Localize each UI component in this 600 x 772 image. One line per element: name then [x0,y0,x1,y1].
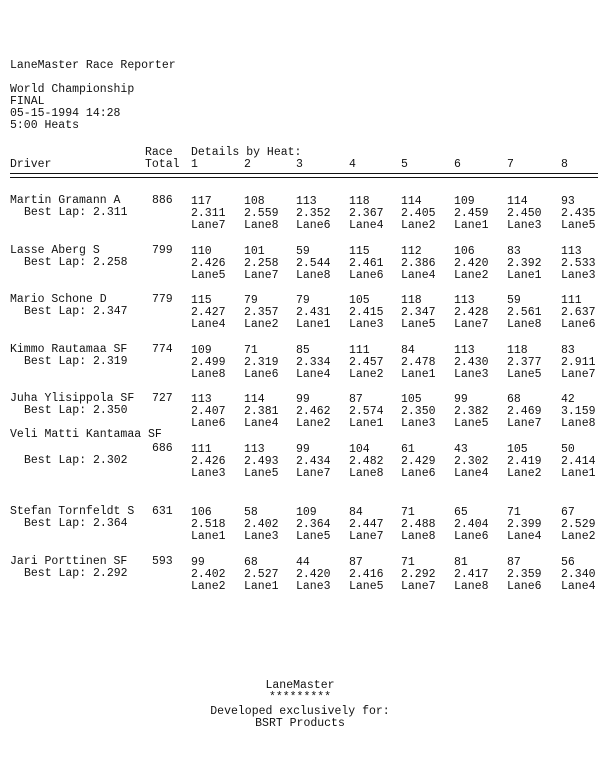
heat-lane: Lane1 [454,219,489,232]
heat-header-3: 3 [296,158,303,171]
heat-laps: 83 [507,245,521,258]
heat-time: 2.402 [244,518,279,531]
heat-lane: Lane4 [454,467,489,480]
heat-laps: 111 [349,344,370,357]
heat-header-4: 4 [349,158,356,171]
heat-time: 2.414 [561,455,596,468]
heat-lane: Lane2 [561,530,596,543]
heat-header-1: 1 [191,158,198,171]
heat-laps: 93 [561,195,575,208]
heat-time: 2.447 [349,518,384,531]
heat-time: 2.417 [454,568,489,581]
heat-time: 2.561 [507,306,542,319]
heat-laps: 115 [349,245,370,258]
heat-time: 2.574 [349,405,384,418]
heat-lane: Lane1 [561,467,596,480]
heat-lane: Lane8 [401,530,436,543]
heat-time: 2.518 [191,518,226,531]
driver-name: Stefan Tornfeldt S [10,505,135,518]
heat-format: 5:00 Heats [10,119,80,132]
heat-time: 3.159 [561,405,596,418]
race-total: 799 [152,244,173,257]
heat-laps: 85 [296,344,310,357]
heat-laps: 113 [454,344,475,357]
event-name: World Championship [10,83,135,96]
heat-time: 2.457 [349,356,384,369]
heat-lane: Lane3 [349,318,384,331]
heat-laps: 105 [349,294,370,307]
heat-time: 2.434 [296,455,331,468]
heat-time: 2.426 [191,455,226,468]
heat-laps: 50 [561,443,575,456]
heat-laps: 71 [401,556,415,569]
heat-lane: Lane5 [507,368,542,381]
heat-time: 2.420 [454,257,489,270]
heat-time: 2.416 [349,568,384,581]
heat-lane: Lane8 [349,467,384,480]
heat-time: 2.488 [401,518,436,531]
footer-stars: ********* [268,691,332,704]
heat-laps: 84 [401,344,415,357]
heat-laps: 108 [244,195,265,208]
heat-time: 2.319 [244,356,279,369]
heat-laps: 115 [191,294,212,307]
heat-laps: 109 [191,344,212,357]
driver-name: Jari Porttinen SF [10,555,128,568]
heat-laps: 99 [296,443,310,456]
heat-lane: Lane6 [561,318,596,331]
heat-lane: Lane6 [349,269,384,282]
heat-time: 2.911 [561,356,596,369]
heat-lane: Lane8 [454,580,489,593]
heat-lane: Lane4 [191,318,226,331]
heat-header-7: 7 [507,158,514,171]
heat-time: 2.450 [507,207,542,220]
heat-time: 2.426 [191,257,226,270]
heat-time: 2.435 [561,207,596,220]
heat-lane: Lane6 [244,368,279,381]
heat-laps: 43 [454,443,468,456]
heat-time: 2.377 [507,356,542,369]
heat-lane: Lane6 [507,580,542,593]
heat-laps: 99 [454,393,468,406]
heat-time: 2.427 [191,306,226,319]
heat-laps: 99 [296,393,310,406]
heat-lane: Lane4 [244,417,279,430]
heat-laps: 111 [561,294,582,307]
heat-lane: Lane6 [191,417,226,430]
heat-laps: 58 [244,506,258,519]
heat-laps: 83 [561,344,575,357]
heat-laps: 114 [507,195,528,208]
heat-header-6: 6 [454,158,461,171]
heat-laps: 106 [454,245,475,258]
heat-laps: 114 [244,393,265,406]
heat-time: 2.405 [401,207,436,220]
driver-name: Kimmo Rautamaa SF [10,343,128,356]
best-lap: Best Lap: 2.319 [24,355,128,368]
heat-time: 2.386 [401,257,436,270]
heat-header-2: 2 [244,158,251,171]
heat-time: 2.415 [349,306,384,319]
heat-laps: 111 [191,443,212,456]
heat-laps: 87 [349,556,363,569]
heat-lane: Lane7 [454,318,489,331]
driver-name: Veli Matti Kantamaa SF [10,428,162,441]
heat-laps: 112 [401,245,422,258]
heat-laps: 67 [561,506,575,519]
heat-time: 2.302 [454,455,489,468]
heat-lane: Lane7 [244,269,279,282]
heat-lane: Lane2 [454,269,489,282]
heat-laps: 101 [244,245,265,258]
heat-laps: 109 [296,506,317,519]
race-total: 686 [152,442,173,455]
heat-lane: Lane4 [349,219,384,232]
heat-lane: Lane4 [507,530,542,543]
heat-laps: 42 [561,393,575,406]
heat-time: 2.429 [401,455,436,468]
heat-lane: Lane2 [349,368,384,381]
heat-laps: 71 [244,344,258,357]
heat-laps: 114 [401,195,422,208]
heat-time: 2.419 [507,455,542,468]
heat-laps: 118 [507,344,528,357]
heat-time: 2.544 [296,257,331,270]
heat-laps: 68 [244,556,258,569]
heat-laps: 113 [561,245,582,258]
driver-name: Juha Ylisippola SF [10,392,135,405]
details-header: Details by Heat: [191,146,302,159]
heat-laps: 105 [507,443,528,456]
heat-lane: Lane1 [296,318,331,331]
heat-lane: Lane1 [401,368,436,381]
heat-time: 2.527 [244,568,279,581]
heat-time: 2.364 [296,518,331,531]
heat-lane: Lane3 [401,417,436,430]
heat-lane: Lane2 [244,318,279,331]
heat-lane: Lane4 [561,580,596,593]
heat-time: 2.392 [507,257,542,270]
heat-laps: 118 [401,294,422,307]
heat-time: 2.428 [454,306,489,319]
heat-time: 2.357 [244,306,279,319]
heat-laps: 113 [244,443,265,456]
heat-lane: Lane2 [401,219,436,232]
heat-laps: 105 [401,393,422,406]
heat-lane: Lane1 [244,580,279,593]
driver-name: Lasse Aberg S [10,244,100,257]
heat-time: 2.431 [296,306,331,319]
driver-name: Martin Gramann A [10,194,121,207]
heat-laps: 106 [191,506,212,519]
report-datetime: 05-15-1994 14:28 [10,107,121,120]
heat-laps: 59 [296,245,310,258]
race-total: 631 [152,505,173,518]
heat-laps: 113 [191,393,212,406]
heat-time: 2.350 [401,405,436,418]
heat-lane: Lane1 [191,530,226,543]
heat-lane: Lane4 [296,368,331,381]
total-header: Total [145,158,180,171]
race-total: 774 [152,343,173,356]
heat-laps: 110 [191,245,212,258]
heat-time: 2.529 [561,518,596,531]
heat-time: 2.559 [244,207,279,220]
heat-laps: 117 [191,195,212,208]
heat-laps: 104 [349,443,370,456]
report-title: LaneMaster Race Reporter [10,59,176,72]
heat-time: 2.533 [561,257,596,270]
heat-lane: Lane5 [401,318,436,331]
heat-lane: Lane5 [296,530,331,543]
heat-lane: Lane6 [296,219,331,232]
race-total: 779 [152,293,173,306]
heat-laps: 118 [349,195,370,208]
best-lap: Best Lap: 2.350 [24,404,128,417]
heat-lane: Lane5 [349,580,384,593]
heat-lane: Lane7 [349,530,384,543]
best-lap: Best Lap: 2.302 [24,454,128,467]
heat-laps: 65 [454,506,468,519]
heat-lane: Lane5 [244,467,279,480]
heat-time: 2.493 [244,455,279,468]
heat-laps: 79 [296,294,310,307]
heat-lane: Lane3 [244,530,279,543]
heat-lane: Lane8 [507,318,542,331]
heat-time: 2.420 [296,568,331,581]
heat-time: 2.399 [507,518,542,531]
heat-lane: Lane7 [401,580,436,593]
heat-time: 2.402 [191,568,226,581]
heat-time: 2.359 [507,568,542,581]
heat-time: 2.258 [244,257,279,270]
heat-time: 2.352 [296,207,331,220]
heat-laps: 87 [507,556,521,569]
heat-lane: Lane6 [454,530,489,543]
heat-lane: Lane7 [561,368,596,381]
heat-time: 2.382 [454,405,489,418]
heat-lane: Lane2 [191,580,226,593]
heat-time: 2.407 [191,405,226,418]
heat-time: 2.292 [401,568,436,581]
heat-laps: 84 [349,506,363,519]
heat-time: 2.478 [401,356,436,369]
heat-time: 2.311 [191,207,226,220]
heat-lane: Lane8 [561,417,596,430]
heat-time: 2.430 [454,356,489,369]
best-lap: Best Lap: 2.347 [24,305,128,318]
heat-lane: Lane5 [191,269,226,282]
footer-brand: LaneMaster [265,679,335,692]
heat-lane: Lane5 [454,417,489,430]
heat-lane: Lane4 [401,269,436,282]
heat-lane: Lane6 [401,467,436,480]
driver-name: Mario Schone D [10,293,107,306]
heat-time: 2.340 [561,568,596,581]
heat-laps: 71 [507,506,521,519]
heat-lane: Lane2 [507,467,542,480]
header-separator [10,173,598,178]
footer-developed: Developed exclusively for: [210,705,390,718]
heat-lane: Lane2 [296,417,331,430]
best-lap: Best Lap: 2.258 [24,256,128,269]
heat-lane: Lane7 [507,417,542,430]
heat-lane: Lane7 [191,219,226,232]
heat-lane: Lane5 [561,219,596,232]
heat-laps: 113 [296,195,317,208]
heat-lane: Lane8 [244,219,279,232]
heat-laps: 71 [401,506,415,519]
heat-time: 2.347 [401,306,436,319]
race-total: 593 [152,555,173,568]
best-lap: Best Lap: 2.364 [24,517,128,530]
heat-laps: 81 [454,556,468,569]
heat-time: 2.459 [454,207,489,220]
round-name: FINAL [10,95,45,108]
heat-time: 2.381 [244,405,279,418]
heat-laps: 44 [296,556,310,569]
heat-laps: 56 [561,556,575,569]
heat-header-5: 5 [401,158,408,171]
heat-lane: Lane3 [561,269,596,282]
heat-laps: 59 [507,294,521,307]
heat-lane: Lane3 [191,467,226,480]
heat-lane: Lane8 [296,269,331,282]
heat-lane: Lane3 [454,368,489,381]
race-total: 886 [152,194,173,207]
race-header: Race [145,146,173,159]
heat-laps: 61 [401,443,415,456]
heat-time: 2.469 [507,405,542,418]
heat-laps: 109 [454,195,475,208]
heat-time: 2.637 [561,306,596,319]
heat-lane: Lane1 [349,417,384,430]
heat-time: 2.499 [191,356,226,369]
heat-lane: Lane3 [296,580,331,593]
heat-laps: 79 [244,294,258,307]
race-total: 727 [152,392,173,405]
heat-time: 2.404 [454,518,489,531]
driver-header: Driver [10,158,52,171]
best-lap: Best Lap: 2.311 [24,206,128,219]
heat-laps: 68 [507,393,521,406]
heat-laps: 113 [454,294,475,307]
heat-lane: Lane7 [296,467,331,480]
heat-lane: Lane8 [191,368,226,381]
heat-time: 2.367 [349,207,384,220]
heat-time: 2.462 [296,405,331,418]
heat-laps: 87 [349,393,363,406]
heat-lane: Lane1 [507,269,542,282]
heat-time: 2.334 [296,356,331,369]
heat-lane: Lane3 [507,219,542,232]
footer-company: BSRT Products [255,717,345,730]
heat-time: 2.461 [349,257,384,270]
heat-time: 2.482 [349,455,384,468]
heat-laps: 99 [191,556,205,569]
best-lap: Best Lap: 2.292 [24,567,128,580]
heat-header-8: 8 [561,158,568,171]
